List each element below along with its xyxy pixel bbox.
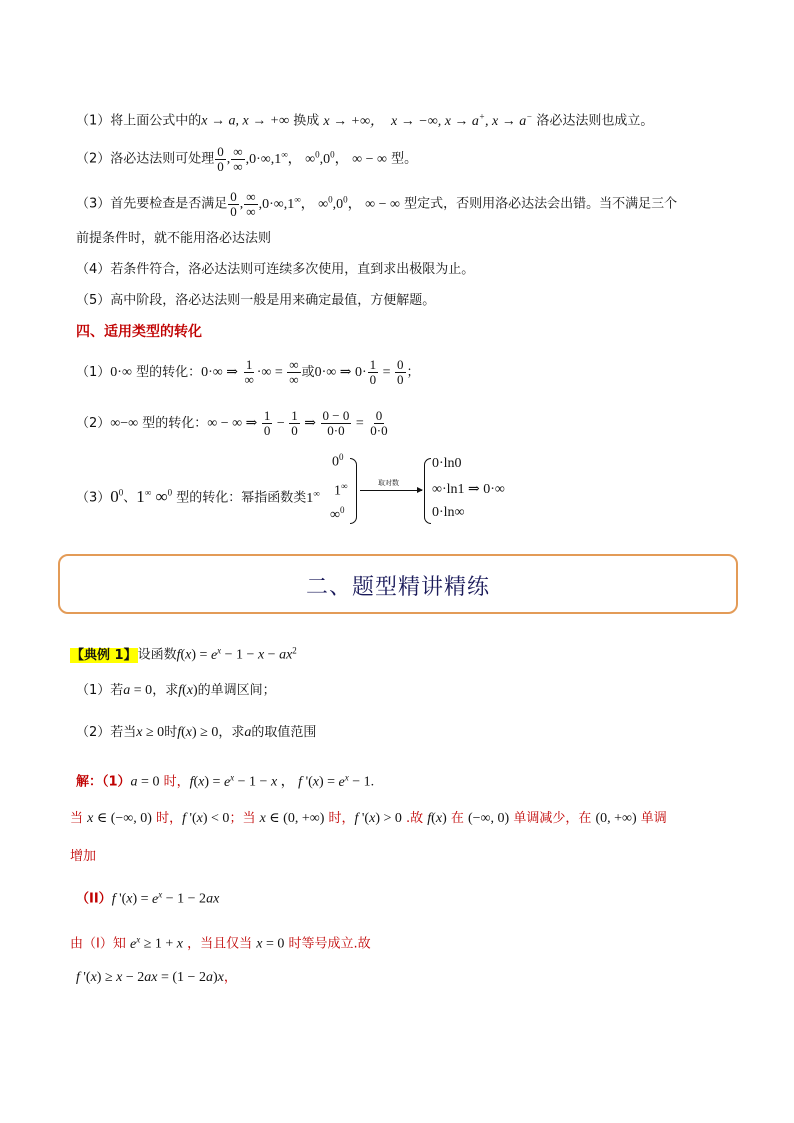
question-2-mid2: ，求 xyxy=(218,725,245,740)
frac-0-0-b: $\frac{0}{0}$ xyxy=(230,188,237,219)
note-3: （3）首先要检查是否满足 $\frac{0}{0}$ , $\frac{\infty}{\infty}$ ,0·∞,1∞， $\infty^0,0^0$， ∞ − ∞ 型定式，否则用洛必达法会出错。当不满足三个 xyxy=(76,188,678,219)
frac-inf-inf-c: $\frac{\infty}{\infty}$ xyxy=(289,357,299,387)
solution-2-a: 当 xyxy=(70,811,88,826)
question-2: （2）若当x ≥ 0时f(x) ≥ 0，求a的取值范围 xyxy=(76,725,317,740)
left-case-0: $0^0$ xyxy=(332,452,344,470)
section-4-heading: 四、适用类型的转化 xyxy=(76,324,202,340)
solution-2-c: ；当 xyxy=(229,811,260,826)
transform-3-label: 型的转化：幂指函数类 xyxy=(172,490,307,506)
solution-2-f: 在 xyxy=(446,811,468,826)
frac-inf-inf-b: $\frac{\infty}{\infty}$ xyxy=(246,188,256,219)
note-1-suffix: 洛必达法则也成立。 xyxy=(532,113,654,129)
frac-0-0-c: $\frac{0}{0}$ xyxy=(397,357,404,387)
solution-2-h: 单调 xyxy=(636,811,667,826)
solution-3-label: （II） xyxy=(76,891,112,907)
transform-3-prefix: （3） xyxy=(76,490,111,506)
note-5: （5）高中阶段，洛必达法则一般是用来确定最值，方便解题。 xyxy=(76,293,436,308)
solution-3: （II）f '$(x) = e^x - 1 - 2ax$ xyxy=(76,889,220,907)
note-1-prefix: （1）将上面公式中的 xyxy=(76,113,202,129)
frac-1-0-c: $\frac{1}{0}$ xyxy=(291,408,298,438)
note-2-suffix: 型。 xyxy=(386,151,418,167)
frac-0-00: $\frac{0}{0\cdot 0}$ xyxy=(370,408,388,438)
note-2: （2）洛必达法则可处理 $\frac{0}{0}$ , $\frac{\infty}{\infty}$ ,0·∞,1∞， $\infty^0,0^0$， ∞ − ∞ 型。 xyxy=(76,143,418,174)
note-4: （4）若条件符合，洛必达法则可连续多次使用，直到求出极限为止。 xyxy=(76,262,475,277)
question-1: （1）若a = 0，求f(x)的单调区间； xyxy=(76,683,276,698)
right-case-0: 0·ln0 xyxy=(432,456,462,471)
solution-2-line-2: 增加 xyxy=(70,849,97,864)
frac-0-0: $\frac{0}{0}$ xyxy=(217,143,224,174)
arrow-line xyxy=(360,490,422,491)
example-header: 【典例 1】设函数$f(x) = e^x - 1 - x - ax^2$ xyxy=(71,645,297,663)
solution-4-c: 时等号成立.故 xyxy=(284,936,371,952)
transform-2-label: 型的转化： xyxy=(138,416,208,431)
left-case-2: ∞$^0$ xyxy=(330,505,345,523)
transform-1-type: 0·∞ xyxy=(110,365,132,380)
transform-1: （1）0·∞ 型的转化：0·∞ ⇒ $\frac{1}{\infty}$ ·∞ = $\frac{\infty}{\infty}$ 或0·∞ ⇒ 0· $\frac{1}{0}$ = $\frac{0}{0}$ ； xyxy=(76,357,420,387)
note-2-prefix: （2）洛必达法则可处理 xyxy=(76,151,215,167)
note-3-prefix: （3）首先要检查是否满足 xyxy=(76,196,228,212)
left-case-1: 1∞ xyxy=(334,481,348,499)
transform-2-type: ∞−∞ xyxy=(110,416,139,431)
solution-4-a: 由（I）知 xyxy=(70,936,130,952)
solution-1-mid: 时， xyxy=(159,774,190,790)
note-1 xyxy=(76,106,653,132)
note-1-math-1: x → a, x → +∞ xyxy=(201,113,290,129)
note-3-suffix: 型定式，否则用洛必达法会出错。当不满足三个 xyxy=(399,196,678,212)
transform-1-prefix: （1） xyxy=(76,365,111,380)
example-intro: 设函数 xyxy=(137,647,177,663)
frac-1-0-b: $\frac{1}{0}$ xyxy=(263,408,271,438)
frac-1-inf: $\frac{1}{\infty}$ xyxy=(244,357,254,387)
example-tag: 【典例 1】 xyxy=(71,647,137,663)
question-1-suffix: 的单调区间； xyxy=(197,683,276,698)
note-3-line-2: 前提条件时，就不能用洛必达法则 xyxy=(76,231,272,246)
frac-0m0-00: $\frac{0 - 0}{0\cdot 0}$ xyxy=(322,408,350,438)
solution-2: 当 x ∈ (−∞, 0) 时，f '(x) < 0；当 x ∈ (0, +∞) 时，f '(x) > 0 .故 f(x) 在 (−∞, 0) 单调减少，在 (0, +∞) 单调 xyxy=(70,811,667,826)
solution-2-d: 时， xyxy=(324,811,355,826)
section-2-box xyxy=(58,554,738,614)
question-1-mid: ，求 xyxy=(152,683,179,698)
question-1-prefix: （1）若 xyxy=(76,683,124,698)
question-2-suffix: 的取值范围 xyxy=(251,725,317,740)
note-1-mid: 换成 xyxy=(289,113,324,129)
solution-1-label: 解：（1） xyxy=(76,774,131,790)
transform-1-or: 或 xyxy=(301,365,315,380)
transform-2: （2）∞−∞ 型的转化：∞ − ∞ ⇒ $\frac{1}{0}$ − $\frac{1}{0}$ ⇒ $\frac{0 - 0}{0\cdot 0}$ = $\frac{0}{0\cdot 0}$ xyxy=(76,408,388,438)
note-1-math-2: x → +∞， x → −∞, x → a+, x → a− xyxy=(323,111,533,129)
transform-3: $(3)0^0$、1∞ ∞$^0$ 型的转化：幂指函数类1∞ xyxy=(76,486,320,506)
section-2-title: 二、题型精讲精练 xyxy=(305,575,490,600)
solution-2-b: 时， xyxy=(151,811,183,826)
right-case-2: 0·ln∞ xyxy=(432,505,465,520)
solution-5-tail: ， xyxy=(223,970,237,985)
solution-4: 由（I）知 $e^x \ge 1 + x$ ，当且仅当 x = 0 时等号成立.故 xyxy=(70,934,371,952)
right-brace xyxy=(350,458,357,524)
solution-1: 解：（1）a = 0 时，$f(x) = e^x - 1 - x$ ， f '$(x) = e^x - 1$. xyxy=(76,772,375,790)
transform-1-label: 型的转化： xyxy=(131,365,202,380)
arrow-label: 取对数 xyxy=(378,479,399,487)
frac-inf-inf: $\frac{\infty}{\infty}$ xyxy=(233,143,243,174)
right-case-1: ∞·ln1 ⇒ 0·∞ xyxy=(432,482,505,497)
solution-2-g: 单调减少，在 xyxy=(509,811,596,826)
solution-4-b: ，当且仅当 xyxy=(183,936,257,952)
frac-1-0: $\frac{1}{0}$ xyxy=(369,357,377,387)
question-2-mid: 时 xyxy=(164,725,178,740)
solution-2-e: .故 xyxy=(401,811,428,826)
left-brace xyxy=(424,458,431,524)
transform-2-prefix: （2） xyxy=(76,416,111,431)
solution-5: f '(x) ≥ x − 2ax = (1 − 2a)x， xyxy=(76,970,237,985)
question-2-prefix: （2）若当 xyxy=(76,725,137,740)
